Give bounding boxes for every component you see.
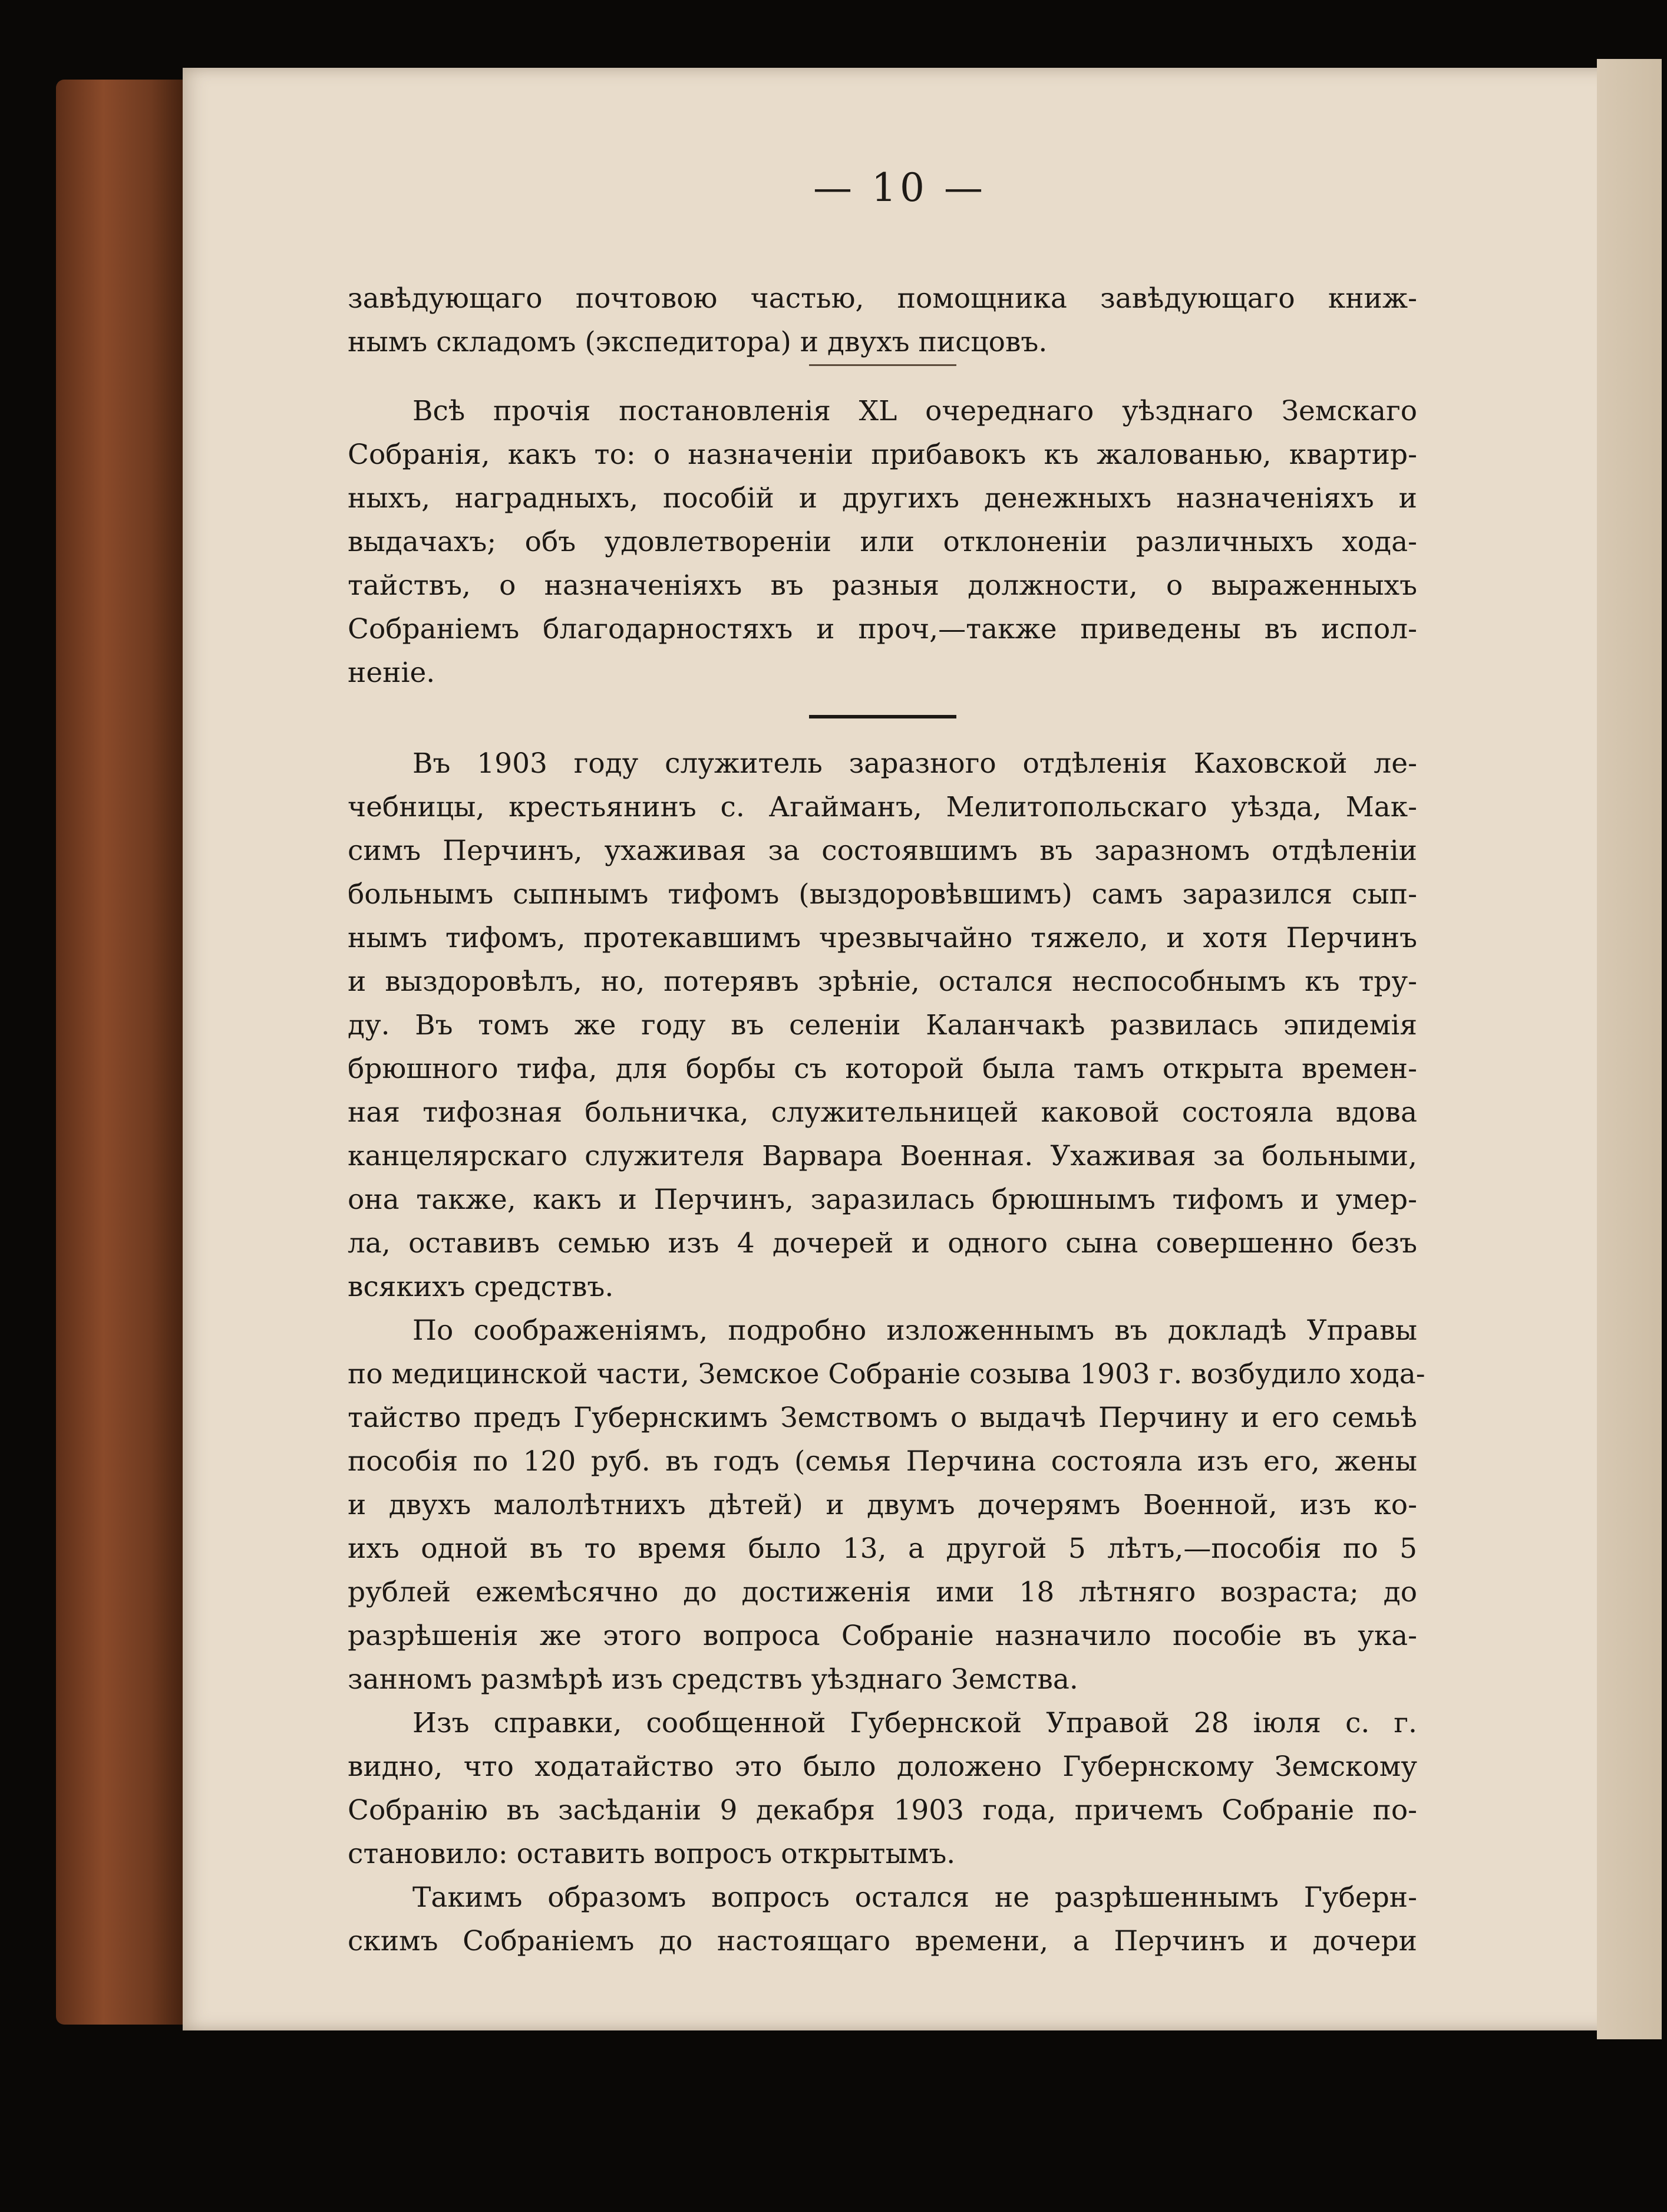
text-line: Въ 1903 году служитель заразного отдѣленія Каховской ле- [412,747,1417,780]
text-line: симъ Перчинъ, ухаживая за состоявшимъ въ заразномъ отдѣленіи [348,835,1417,867]
next-page-edge [1597,59,1662,2039]
short-rule [809,364,956,366]
text-line: ихъ одной въ то время было 13, а другой 5 лѣтъ,—пособія по 5 [348,1532,1417,1565]
text-line: и двухъ малолѣтнихъ дѣтей) и двумъ дочерямъ Военной, изъ ко- [348,1489,1417,1521]
text-line: По соображеніямъ, подробно изложеннымъ въ докладѣ Управы [412,1314,1417,1347]
text-line: разрѣшенія же этого вопроса Собраніе назначило пособіе въ ука- [348,1620,1417,1652]
text-line: пособія по 120 руб. въ годъ (семья Перчина состояла изъ его, жены [348,1445,1417,1478]
text-line: Собраніемъ благодарностяхъ и проч,—также приведены въ испол- [348,613,1417,645]
text-line: ныхъ, наградныхъ, пособій и другихъ денежныхъ назначеніяхъ и [348,482,1417,515]
page-body [348,277,1425,1963]
text-line: Такимъ образомъ вопросъ остался не разрѣшеннымъ Губерн- [412,1881,1417,1914]
text-line: чебницы, крестьянинъ с. Агайманъ, Мелитопольскаго уѣзда, Мак- [348,791,1417,823]
text-line: видно, что ходатайство это было доложено Губернскому Земскому [348,1751,1417,1783]
text-line: рублей ежемѣсячно до достиженія ими 18 лѣтняго возраста; до [348,1576,1417,1608]
section-divider [809,715,956,718]
text-line: выдачахъ; объ удовлетвореніи или отклоненіи различныхъ хода- [348,526,1417,558]
text-line: и выздоровѣлъ, но, потерявъ зрѣніе, остался неспособнымъ къ тру- [348,965,1417,998]
text-line: она также, какъ и Перчинъ, заразилась брюшнымъ тифомъ и умер- [348,1184,1417,1216]
text-line: занномъ размѣрѣ изъ средствъ уѣзднаго Земства. [348,1663,1078,1696]
text-line: брюшного тифа, для борбы съ которой была тамъ открыта времен- [348,1053,1417,1085]
text-line: канцелярскаго служителя Варвара Военная. Ухаживая за больными, [348,1140,1417,1172]
text-line: тайствъ, о назначеніяхъ въ разныя должности, о выраженныхъ [348,569,1417,602]
text-line: Всѣ прочія постановленія XL очереднаго уѣзднаго Земскаго [412,395,1417,427]
text-line: нымъ тифомъ, протекавшимъ чрезвычайно тяжело, и хотя Перчинъ [348,922,1417,954]
text-line: ду. Въ томъ же году въ селеніи Каланчакѣ развилась эпидемія [348,1009,1417,1041]
text-line: ла, оставивъ семью изъ 4 дочерей и одного сына совершенно безъ [348,1227,1417,1260]
text-line: ная тифозная больничка, служительницей каковой состояла вдова [348,1096,1417,1129]
page-number: — 10 — [813,165,986,210]
text-line: Собранія, какъ то: о назначеніи прибавокъ къ жалованью, квартир- [348,439,1417,471]
text-line: Собранію въ засѣданіи 9 декабря 1903 года, причемъ Собраніе по- [348,1794,1417,1827]
text-line: неніе. [348,657,435,689]
text-line: больнымъ сыпнымъ тифомъ (выздоровѣвшимъ) самъ заразился сып- [348,878,1417,911]
text-line: нымъ складомъ (экспедитора) и двухъ писцовъ. [348,326,1048,358]
text-line: завѣдующаго почтовою частью, помощника завѣдующаго книж- [348,282,1417,315]
text-line: тайство предъ Губернскимъ Земствомъ о выдачѣ Перчину и его семьѣ [348,1402,1417,1434]
text-line: скимъ Собраніемъ до настоящаго времени, а Перчинъ и дочери [348,1925,1417,1957]
book-spine-edge [56,80,192,2025]
text-line: становило: оставить вопросъ открытымъ. [348,1838,956,1870]
text-line: Изъ справки, сообщенной Губернской Управой 28 іюля с. г. [412,1707,1417,1739]
text-line: всякихъ средствъ. [348,1271,614,1303]
text-line: по медицинской части, Земское Собраніе созыва 1903 г. возбудило хода- [348,1358,1425,1390]
